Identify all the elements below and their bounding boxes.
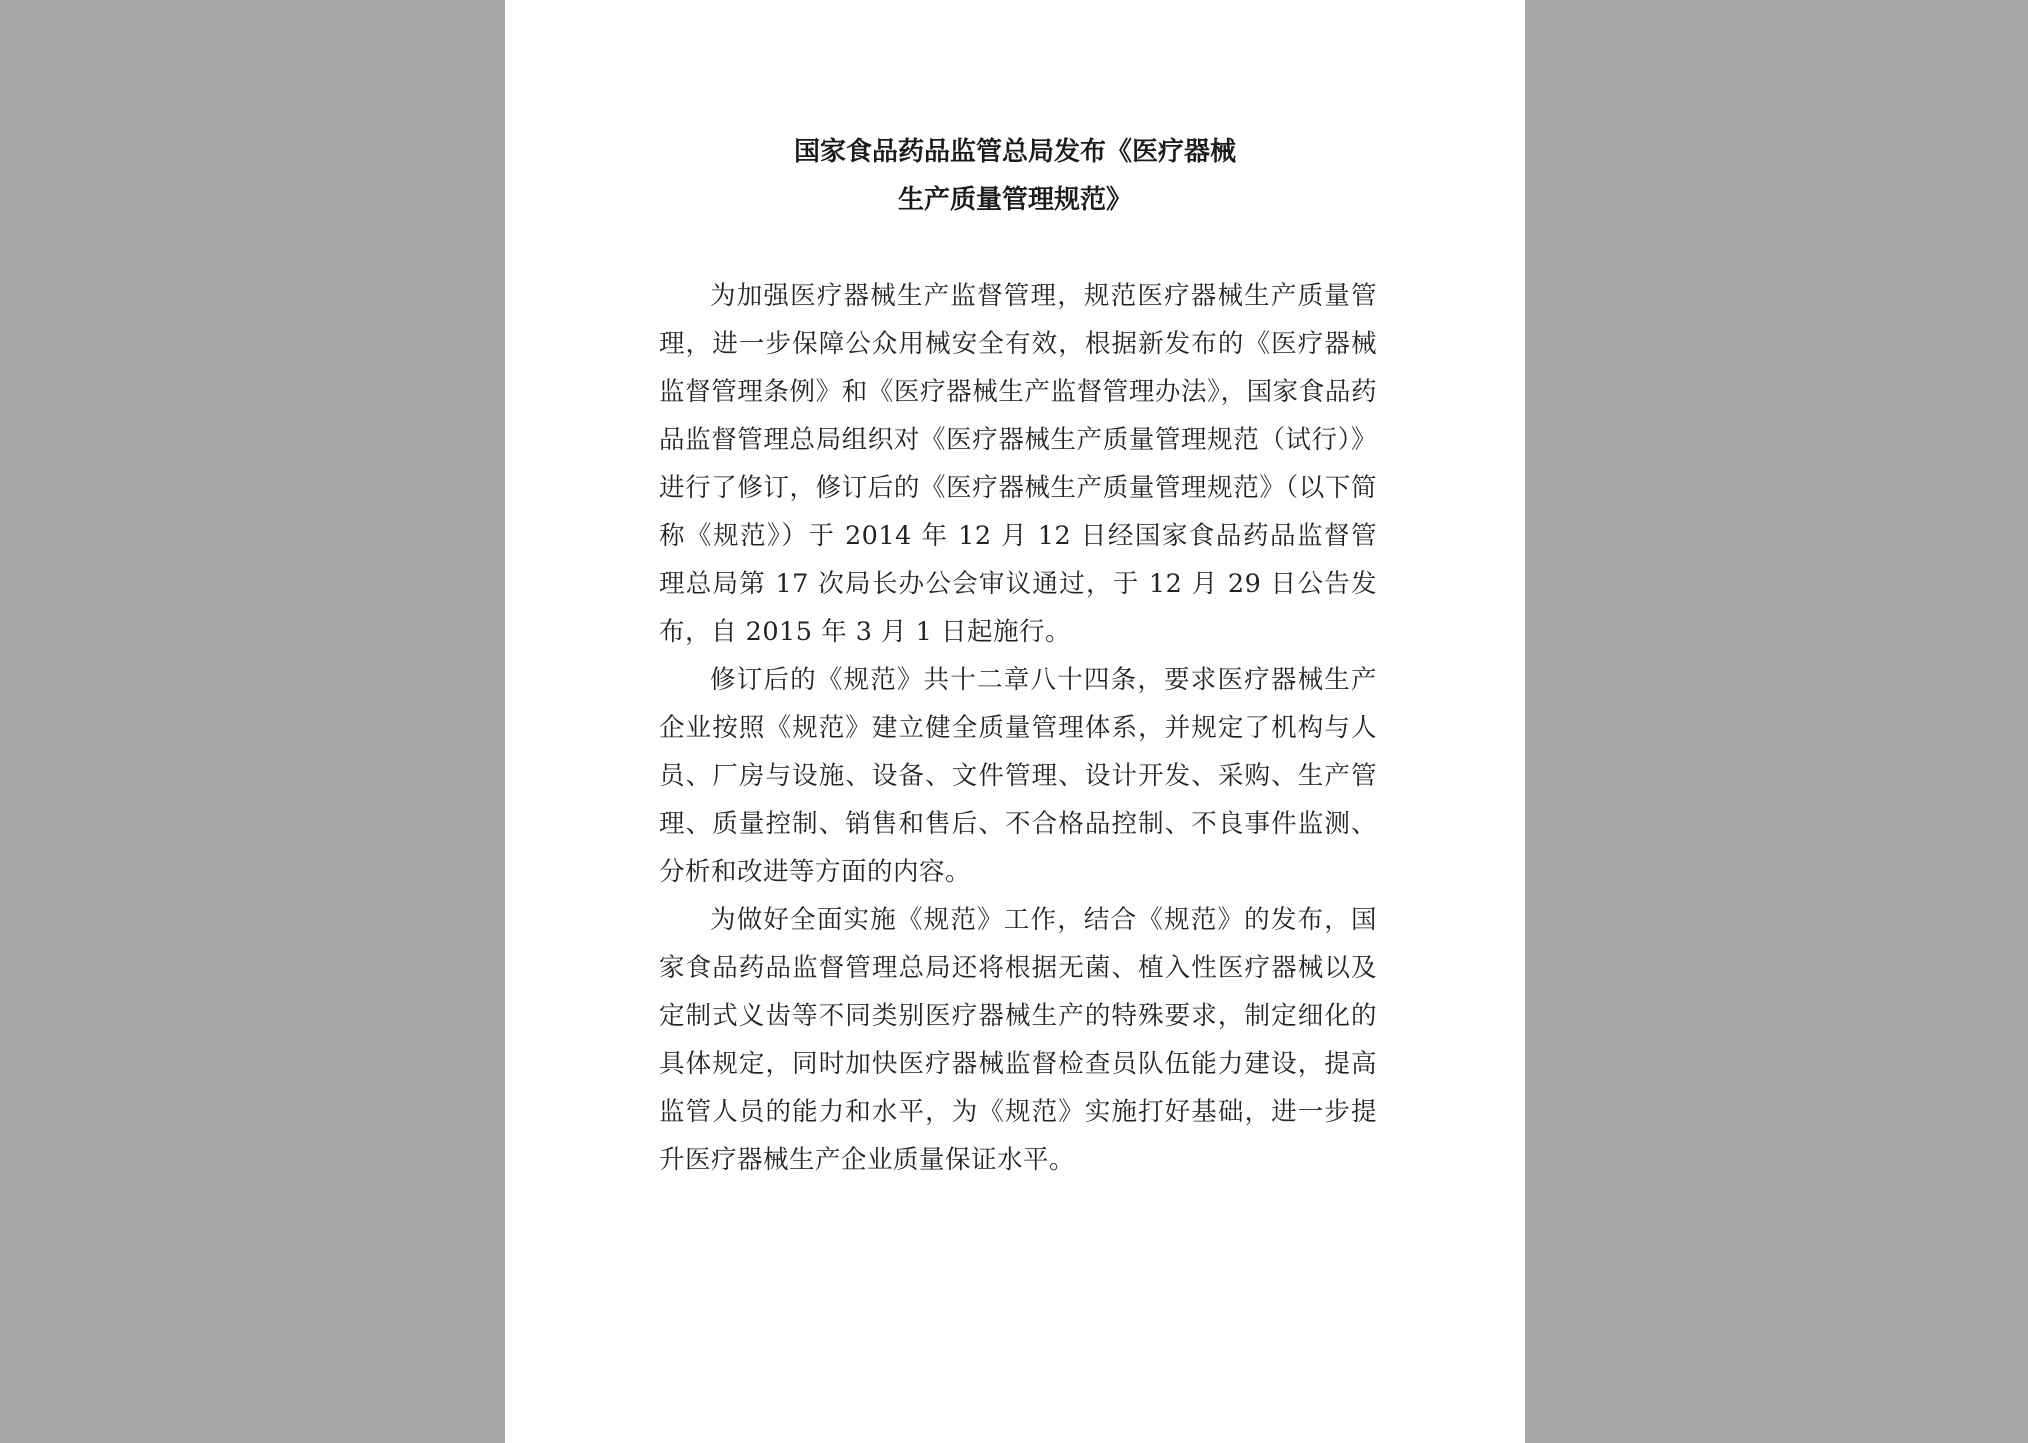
title-line-1: 国家食品药品监管总局发布《医疗器械 xyxy=(793,137,1236,167)
document-title xyxy=(505,128,1525,224)
paragraph-3: 为做好全面实施《规范》工作，结合《规范》的发布，国家食品药品监督管理总局还将根据无菌、植入性医疗器械以及定制式义齿等不同类别医疗器械生产的特殊要求，制定细化的具体规定，同时加快医疗器械监督检查员队伍能力建设，提高监管人员的能力和水平，为《规范》实施打好基础，进一步提升医疗器械生产企业质量保证水平。 xyxy=(659,905,1377,1175)
paragraph-1: 为加强医疗器械生产监督管理，规范医疗器械生产质量管理，进一步保障公众用械安全有效，根据新发布的《医疗器械监督管理条例》和《医疗器械生产监督管理办法》，国家食品药品监督管理总局组织对《医疗器械生产质量管理规范（试行）》进行了修订，修订后的《医疗器械生产质量管理规范》（以下简称《规范》）于 2014 年 12 月 12 日经国家食品药品监督管理总局第 17 次局长办公会审议通过，于 12 月 29 日公告发布，自 2015 年 3 月 1 日起施行。 xyxy=(659,281,1377,647)
paragraph-2: 修订后的《规范》共十二章八十四条，要求医疗器械生产企业按照《规范》建立健全质量管理体系，并规定了机构与人员、厂房与设施、设备、文件管理、设计开发、采购、生产管理、质量控制、销售和售后、不合格品控制、不良事件监测、分析和改进等方面的内容。 xyxy=(659,665,1377,887)
title-line-2: 生产质量管理规范》 xyxy=(897,185,1132,215)
document-page xyxy=(505,0,1525,1443)
document-body xyxy=(659,272,1377,1184)
